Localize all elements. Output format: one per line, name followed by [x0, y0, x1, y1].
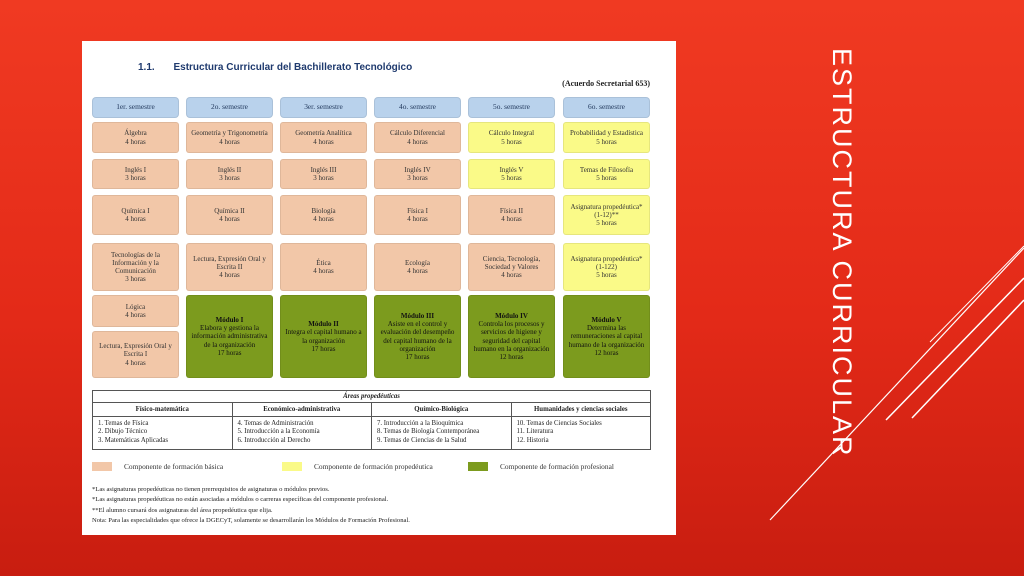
subject-hours: 3 horas [313, 174, 334, 182]
area-item: 2. Dibujo Técnico [98, 428, 148, 436]
area-item: 5. Introducción a la Economía [237, 428, 320, 436]
area-name: Humanidades y ciencias sociales [534, 406, 628, 413]
subject-card [563, 195, 650, 235]
legend-label: Componente de formación básica [124, 462, 224, 471]
area-item: 3. Matemáticas Aplicadas [98, 436, 169, 444]
legend-item-propedeutic [282, 462, 433, 471]
subject-hours: 3 horas [407, 174, 428, 182]
subject-hours: 4 horas [313, 137, 334, 146]
area-name: Químico-Biológica [372, 403, 512, 416]
subject-hours: 4 horas [407, 215, 428, 223]
subject-card [92, 331, 179, 378]
agreement-reference: (Acuerdo Secretarial 653) [562, 79, 650, 88]
footnote: **El alumno cursará dos asignaturas del área propedéutica que elija. [92, 506, 273, 514]
section-number: 1.1. [138, 62, 155, 73]
slide-title: ESTRUCTURA CURRICULAR [827, 48, 857, 458]
subject-hours: 4 horas [219, 215, 240, 223]
area-name: Físico-matemática [93, 403, 233, 416]
subject-hours: 17 horas [311, 344, 336, 353]
subject-name: Lógica [125, 302, 146, 311]
subject-name: Inglés II [217, 165, 242, 174]
subject-hours: 4 horas [125, 215, 146, 223]
area-item: 11. Literatura [516, 428, 554, 436]
area-item: 6. Introducción al Derecho [237, 436, 311, 444]
subject-card [374, 195, 461, 235]
subject-card [280, 159, 367, 189]
subject-name: Geometría y Trigonometría [191, 129, 268, 138]
subject-hours: 5 horas [501, 174, 522, 182]
subject-hours: 17 horas [405, 352, 430, 361]
subject-name: Tecnologías de la Información y la Comunicación [111, 250, 160, 275]
subject-name: Álgebra [124, 129, 147, 138]
subject-hours: 4 horas [313, 215, 334, 223]
subject-name: Inglés V [499, 165, 524, 174]
heading-text: Estructura Curricular del Bachillerato Tecnológico [173, 62, 413, 73]
subject-card [92, 122, 179, 153]
subject-card [374, 159, 461, 189]
subject-name: Temas de Filosofía [579, 165, 634, 174]
subject-name: Inglés IV [404, 165, 431, 174]
subject-hours: 4 horas [125, 311, 146, 319]
legend-swatch [92, 462, 112, 471]
subject-name: Probabilidad y Estadística [569, 129, 644, 138]
legend-item-basic [92, 462, 223, 471]
subject-card [563, 159, 650, 189]
subject-card [92, 195, 179, 235]
area-items [512, 417, 651, 449]
subject-hours: 4 horas [501, 271, 522, 280]
document-heading [138, 62, 412, 73]
subject-hours: 4 horas [219, 137, 240, 146]
subject-name: Inglés III [310, 165, 337, 174]
subject-card [186, 122, 273, 153]
subject-card [468, 122, 555, 153]
subject-card [563, 243, 650, 291]
footnotes [92, 485, 652, 526]
subject-card [468, 159, 555, 189]
module-description: Asiste en el control y evaluación del desempeño del capital humano de la organización [380, 320, 455, 353]
subject-card [280, 195, 367, 235]
subject-name: Física II [499, 206, 524, 215]
subject-name: Cálculo Diferencial [389, 129, 445, 138]
module-name: Módulo III [400, 311, 435, 320]
module-card [280, 295, 367, 378]
subject-name: Geometría Analítica [295, 129, 352, 138]
footnote: *Las asignaturas propedéuticas no están asociadas a módulos o carreras específicas del componente profesional. [92, 496, 389, 504]
areas-header-row [93, 403, 650, 417]
legend-label: Componente de formación propedéutica [314, 462, 433, 471]
module-name: Módulo IV [495, 311, 528, 320]
subject-card [280, 243, 367, 291]
subject-name: Lectura, Expresión Oral y Escrita II [193, 254, 266, 271]
subject-card [468, 195, 555, 235]
semester-header: 1er. semestre [92, 97, 179, 118]
subject-card [186, 159, 273, 189]
subject-card [468, 243, 555, 291]
subject-hours: 3 horas [219, 174, 240, 182]
subject-name: Química II [214, 206, 245, 215]
legend-label: Componente de formación profesional [500, 462, 614, 471]
subject-hours: 12 horas [499, 352, 524, 361]
area-items [372, 417, 512, 449]
module-name: Módulo V [591, 315, 622, 324]
module-description: Integra el capital humano a la organización [285, 328, 362, 345]
semester-header: 6o. semestre [563, 97, 650, 118]
module-name: Módulo I [215, 315, 244, 324]
area-item: 12. Historia [516, 436, 549, 444]
module-description: Determina las remuneraciones al capital humano de la organización [568, 324, 645, 349]
footnote: *Las asignaturas propedéuticas no tienen prerrequisitos de asignaturas o módulos previos. [92, 486, 330, 493]
subject-card [374, 243, 461, 291]
area-items [93, 417, 233, 449]
subject-card [92, 295, 179, 327]
subject-name: Física I [407, 206, 428, 215]
areas-title: Áreas propedéuticas [93, 391, 650, 403]
subject-card [374, 122, 461, 153]
subject-card [92, 159, 179, 189]
legend-item-professional [468, 462, 614, 471]
subject-hours: 5 horas [596, 219, 617, 228]
subject-hours: 12 horas [594, 348, 619, 357]
module-description: Elabora y gestiona la información administrativa de la organización [191, 324, 268, 349]
module-description: Controla los procesos y servicios de higiene y seguridad del capital humano en la organización [473, 320, 550, 353]
semester-header: 3er. semestre [280, 97, 367, 118]
subject-hours: 5 horas [596, 174, 617, 182]
curriculum-document [82, 41, 676, 535]
module-card [186, 295, 273, 378]
subject-hours: 4 horas [125, 137, 146, 146]
semester-header: 4o. semestre [374, 97, 461, 118]
subject-name: Asignatura propedéutica* (1-12)** [570, 202, 643, 219]
subject-card [186, 195, 273, 235]
legend-swatch [468, 462, 488, 471]
footnote: Nota: Para las especialidades que ofrece la DGECyT, solamente se desarrollarán los Módulos de Formación Profesional. [92, 516, 410, 524]
subject-hours: 4 horas [501, 215, 522, 223]
area-item: 9. Temas de Ciencias de la Salud [377, 436, 467, 444]
semester-header: 5o. semestre [468, 97, 555, 118]
subject-name: Ecología [405, 258, 430, 267]
subject-name: Lectura, Expresión Oral y Escrita I [99, 342, 172, 359]
subject-hours: 5 horas [596, 271, 617, 280]
subject-hours: 5 horas [501, 137, 522, 146]
subject-name: Química I [121, 206, 150, 215]
subject-name: Ciencia, Tecnología, Sociedad y Valores [482, 254, 541, 271]
semester-header: 2o. semestre [186, 97, 273, 118]
area-item: 4. Temas de Administración [237, 420, 314, 427]
area-item: 7. Introducción a la Bioquímica [377, 420, 464, 427]
subject-name: Biología [311, 206, 336, 215]
subject-card [186, 243, 273, 291]
module-card [468, 295, 555, 378]
area-item: 1. Temas de Física [98, 420, 149, 427]
module-card [374, 295, 461, 378]
subject-hours: 4 horas [219, 271, 240, 280]
subject-card [92, 243, 179, 291]
subject-card [563, 122, 650, 153]
subject-hours: 3 horas [125, 275, 146, 284]
areas-items-row [93, 417, 650, 449]
subject-hours: 3 horas [125, 174, 146, 182]
subject-hours: 4 horas [125, 358, 146, 367]
subject-name: Asignatura propedéutica* (1-122) [570, 254, 643, 271]
area-item: 8. Temas de Biología Contemporánea [377, 428, 480, 436]
module-card [563, 295, 650, 378]
subject-name: Ética [316, 258, 331, 267]
legend [92, 462, 652, 474]
legend-swatch [282, 462, 302, 471]
area-items [233, 417, 373, 449]
subject-card [280, 122, 367, 153]
subject-hours: 5 horas [596, 137, 617, 146]
subject-hours: 4 horas [407, 267, 428, 275]
subject-name: Cálculo Integral [488, 129, 535, 138]
area-item: 10. Temas de Ciencias Sociales [516, 420, 602, 427]
module-name: Módulo II [308, 320, 339, 329]
areas-table [92, 390, 651, 450]
subject-hours: 4 horas [407, 137, 428, 146]
subject-name: Inglés I [124, 165, 147, 174]
area-name: Económico-administrativa [233, 403, 373, 416]
subject-hours: 4 horas [313, 267, 334, 275]
subject-hours: 17 horas [217, 348, 242, 357]
